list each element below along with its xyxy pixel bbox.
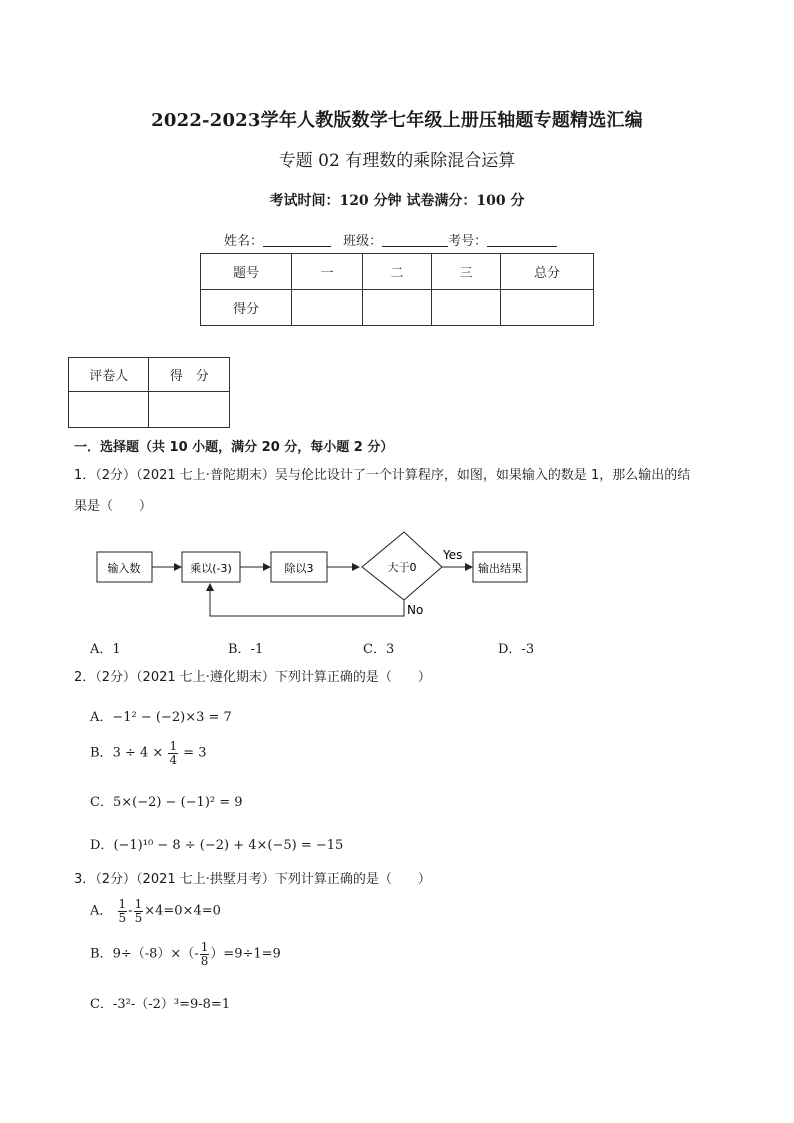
- option-prefix: A．: [90, 903, 113, 919]
- question-1-line2: 果是（ ）: [74, 499, 153, 514]
- question-2-stem: 2．（2分）（2021 七上·遵化期末）下列计算正确的是（ ）: [74, 670, 431, 685]
- fraction-numerator: 1: [200, 940, 209, 954]
- question-2-option-d[interactable]: [90, 834, 343, 853]
- exam-meta: 考试时间：120 分钟 试卷满分：100 分: [269, 193, 525, 209]
- question-3-option-a[interactable]: [90, 898, 221, 924]
- flow-no-label: No: [407, 603, 424, 617]
- option-expression-right: ）=9÷1=9: [210, 946, 281, 962]
- fraction-numerator: 1: [118, 897, 127, 911]
- flow-input-label: 输入数: [107, 562, 141, 575]
- question-1-option-a[interactable]: A．1: [90, 642, 121, 657]
- exam-title: 2022-2023学年人教版数学七年级上册压轴题专题精选汇编: [151, 110, 643, 131]
- option-expression-right: = 3: [183, 745, 207, 761]
- question-3-stem: 3．（2分）（2021 七上·拱墅月考）下列计算正确的是（ ）: [74, 872, 431, 887]
- score-header-2: 二: [363, 254, 432, 290]
- grader-table: [68, 357, 230, 428]
- class-label: 班级：: [343, 234, 383, 249]
- fraction: [118, 898, 128, 924]
- fraction-numerator: 1: [134, 897, 143, 911]
- exam-no-label: 考号：: [448, 234, 488, 249]
- option-expression: 5×(−2) − (−1)² = 9: [112, 795, 243, 810]
- question-1-option-b[interactable]: B．-1: [228, 642, 264, 657]
- flow-multiply-label: 乘以(-3): [190, 562, 232, 575]
- option-expression-left: 9÷（-8）×（-: [112, 946, 199, 962]
- question-2-option-b[interactable]: [90, 740, 207, 766]
- fraction: [168, 740, 178, 766]
- option-prefix: A．: [90, 710, 113, 725]
- fraction-denominator: 4: [169, 752, 178, 767]
- fraction-numerator: 1: [169, 739, 178, 753]
- question-3-option-b[interactable]: [90, 941, 281, 967]
- option-prefix: C．: [90, 997, 113, 1012]
- section-heading: 一．选择题（共 10 小题，满分 20 分，每小题 2 分）: [74, 440, 394, 455]
- option-prefix: C．: [90, 795, 113, 810]
- score-header-qno: 题号: [201, 254, 292, 290]
- option-expression: (−1)¹⁰ − 8 ÷ (−2) + 4×(−5) = −15: [113, 838, 344, 853]
- question-1-option-c[interactable]: C．3: [363, 642, 395, 657]
- student-info: [224, 230, 557, 249]
- fraction-denominator: 5: [118, 910, 127, 925]
- grader-score-header: 得 分: [149, 358, 230, 392]
- option-expression: -3²-（-2）³=9-8=1: [112, 997, 231, 1012]
- option-expression-right: ×4=0×4=0: [144, 903, 221, 919]
- score-cell: [292, 290, 363, 326]
- score-cell: [501, 290, 594, 326]
- question-1-stem: [74, 466, 734, 517]
- fraction: [200, 941, 210, 967]
- question-1-line1: 1．（2分）（2021 七上·普陀期末）吴与伦比设计了一个计算程序，如图，如果输入的数是 1，那么输出的结: [74, 468, 691, 483]
- question-2-option-c[interactable]: [90, 791, 243, 810]
- exam-no-field[interactable]: [487, 232, 557, 247]
- option-prefix: B．: [90, 946, 113, 962]
- question-2-option-a[interactable]: [90, 706, 232, 725]
- name-field[interactable]: [263, 232, 331, 247]
- flow-yes-label: Yes: [443, 548, 463, 562]
- question-1-option-d[interactable]: D．-3: [498, 642, 535, 657]
- fraction-denominator: 5: [134, 910, 143, 925]
- flow-divide-label: 除以3: [284, 562, 314, 575]
- option-expression: −1² − (−2)×3 = 7: [112, 710, 232, 725]
- flow-output-label: 输出结果: [478, 562, 522, 575]
- option-expression-left: 3 ÷ 4 ×: [112, 745, 164, 761]
- score-header-1: 一: [292, 254, 363, 290]
- flow-arrow-no: [210, 584, 404, 616]
- score-cell: [363, 290, 432, 326]
- class-field[interactable]: [382, 232, 448, 247]
- score-header-3: 三: [432, 254, 501, 290]
- grader-header: 评卷人: [69, 358, 149, 392]
- flow-decision-label: 大于0: [387, 561, 417, 574]
- exam-subtitle: 专题 02 有理数的乘除混合运算: [278, 151, 516, 171]
- option-prefix: D．: [90, 838, 114, 853]
- fraction: [134, 898, 144, 924]
- grader-cell: [69, 392, 149, 428]
- question-1-flowchart: [94, 528, 544, 620]
- option-expression-mid: -: [128, 903, 133, 919]
- score-table: [200, 253, 594, 326]
- score-header-total: 总分: [501, 254, 594, 290]
- score-row-label: 得分: [201, 290, 292, 326]
- grader-cell: [149, 392, 230, 428]
- score-cell: [432, 290, 501, 326]
- option-prefix: B．: [90, 745, 113, 761]
- question-3-option-c[interactable]: [90, 993, 230, 1012]
- fraction-denominator: 8: [200, 953, 209, 968]
- name-label: 姓名：: [224, 234, 264, 249]
